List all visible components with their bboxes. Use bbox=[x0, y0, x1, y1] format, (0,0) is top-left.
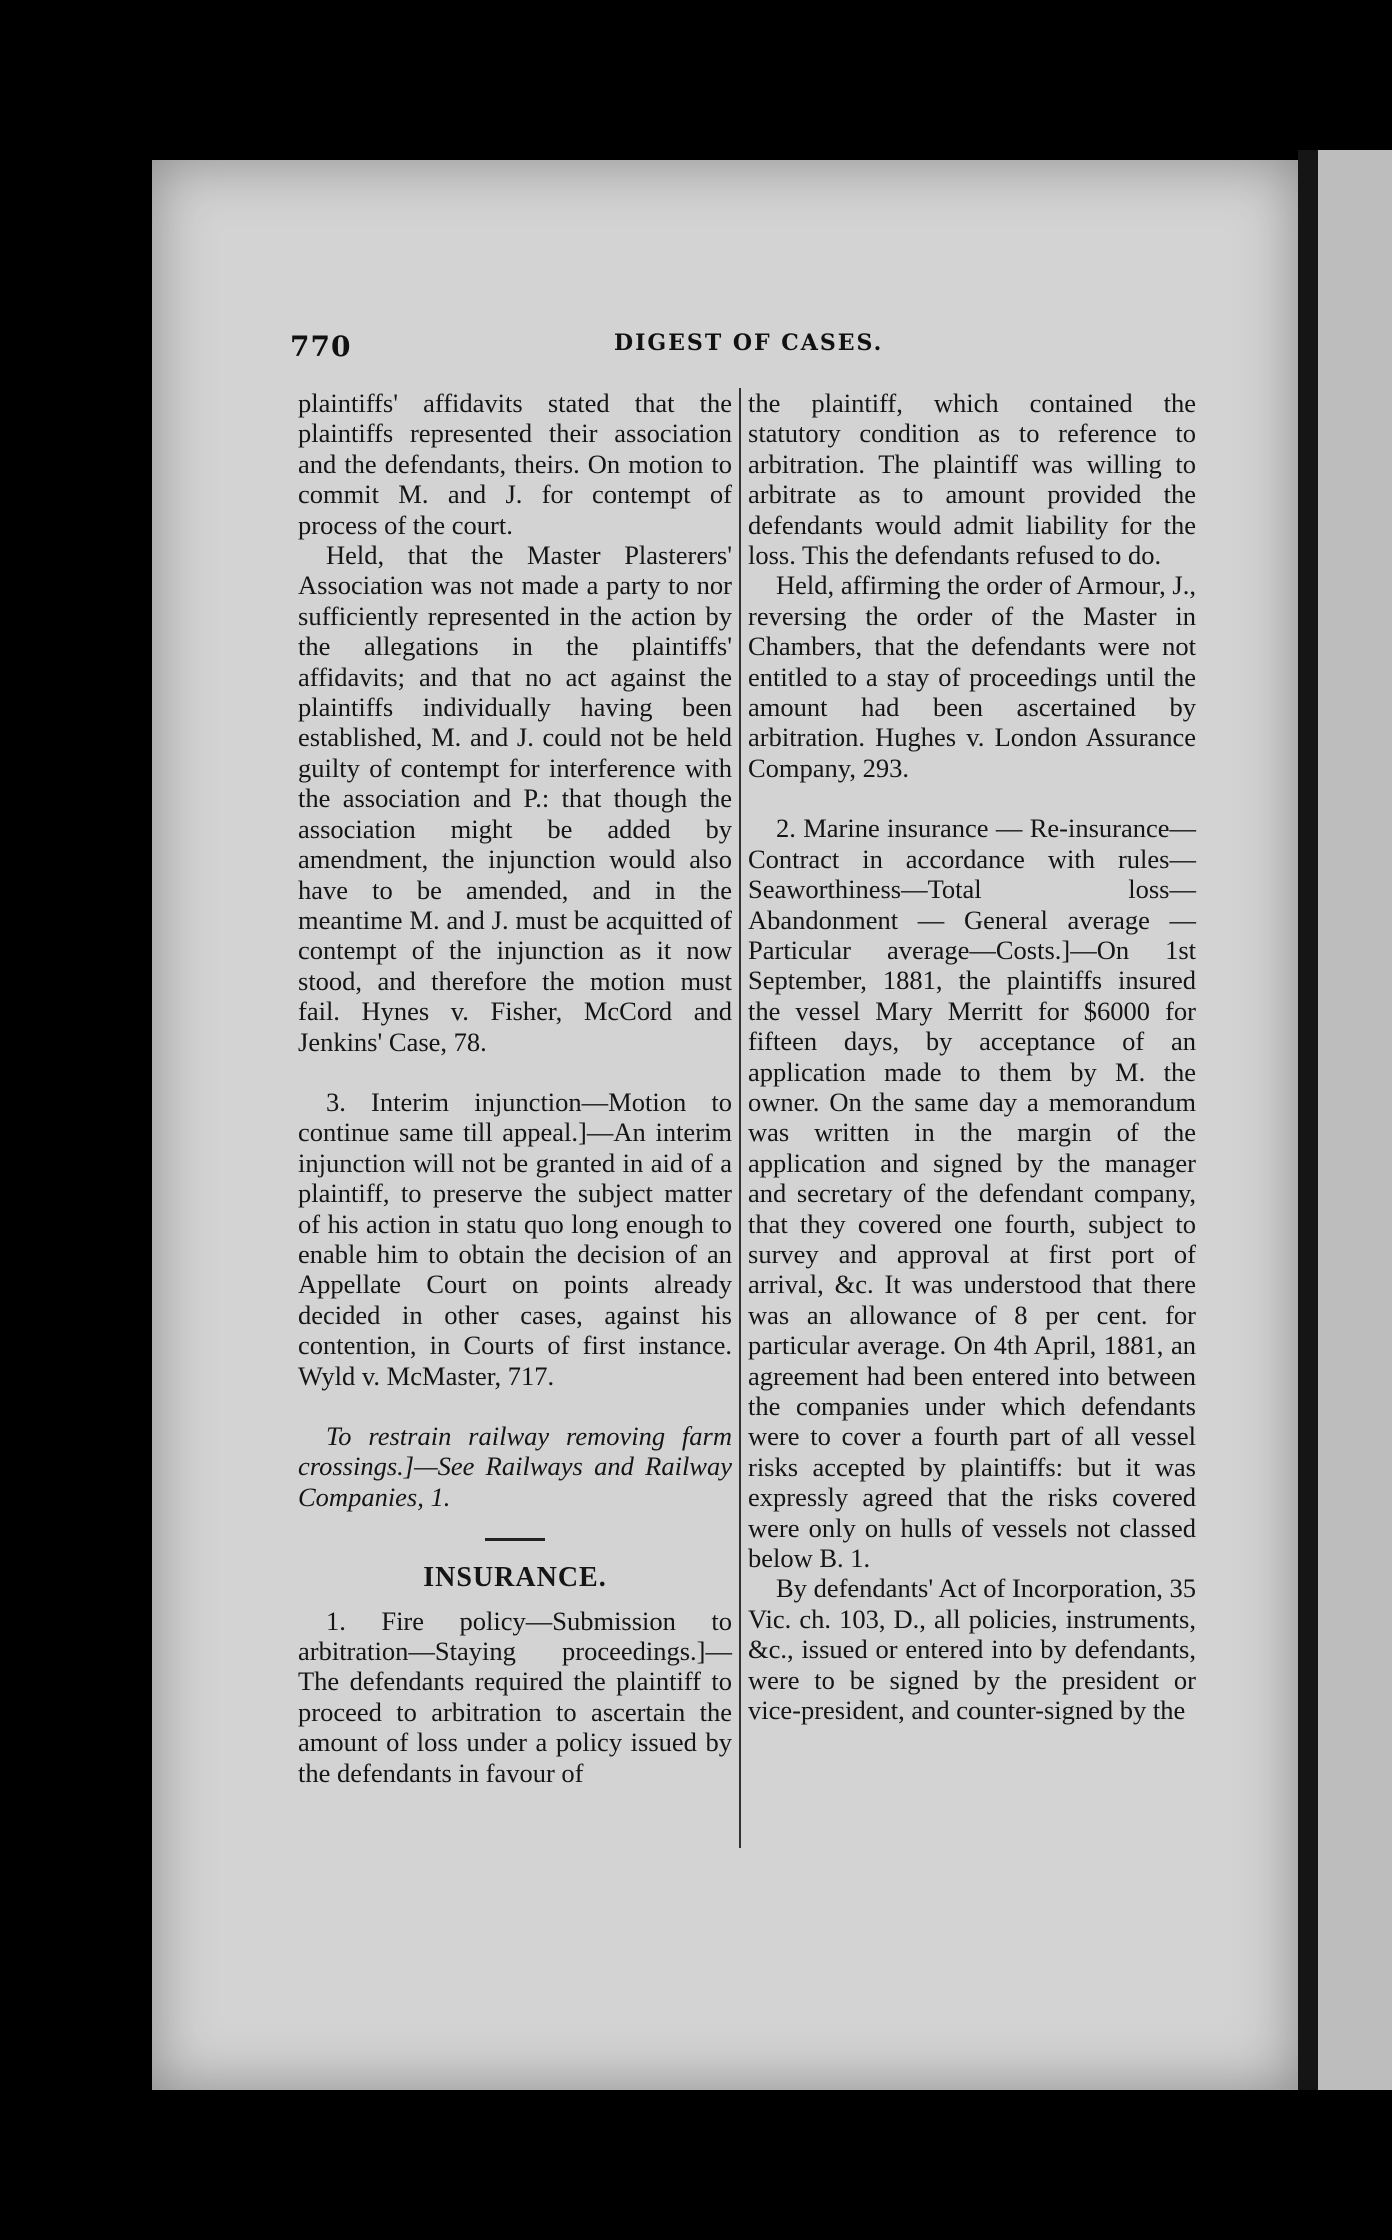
left-paragraph-4: To restrain railway removing farm crossings.]—See Railways and Railway Companies, 1. bbox=[298, 1421, 732, 1512]
right-paragraph-1: the plaintiff, which contained the statutory condition as to reference to arbitration. The plaintiff was willing to arbitrate as to amount provided the defendants would admit liability for the loss. This the defendants refused to do. bbox=[748, 388, 1196, 571]
right-paragraph-2: Held, affirming the order of Armour, J., reversing the order of the Master in Chambers, that the defendants were not entitled to a stay of proceedings until the amount had been ascertained by arbitration. Hughes v. London Assurance Company, 293. bbox=[748, 570, 1196, 783]
left-column bbox=[298, 388, 732, 1788]
left-paragraph-3: 3. Interim injunction—Motion to continue same till appeal.]—An interim injunction will not be granted in aid of a plaintiff, to preserve the subject matter of his action in statu quo long enough to enable him to obtain the decision of an Appellate Court on points already decided in other cases, against his contention, in Courts of first instance. Wyld v. McMaster, 717. bbox=[298, 1086, 732, 1391]
adjacent-page-edge bbox=[1318, 150, 1392, 2090]
left-paragraph-5: 1. Fire policy—Submission to arbitration—Staying proceedings.]—The defendants required the plaintiff to proceed to arbitration to ascertain the amount of loss under a policy issued by the defendants in favour of bbox=[298, 1605, 732, 1788]
right-paragraph-4: By defendants' Act of Incorporation, 35 Vic. ch. 103, D., all policies, instruments, &c., issued or entered into by defendants, were to be signed by the president or vice-president, and counter-signed by the bbox=[748, 1573, 1196, 1726]
left-paragraph-2: Held, that the Master Plasterers' Association was not made a party to nor sufficiently represented in the action by the allegations in the plaintiffs' affidavits; and that no act against the plaintiffs individually having been established, M. and J. could not be held guilty of contempt for interference with the association and P.: that though the association might be added by amendment, the injunction would also have to be amended, and in the meantime M. and J. must be acquitted of contempt of the injunction as it now stood, and therefore the motion must fail. Hynes v. Fisher, McCord and Jenkins' Case, 78. bbox=[298, 540, 732, 1057]
section-heading: INSURANCE. bbox=[423, 1562, 607, 1594]
right-paragraph-3: 2. Marine insurance — Re-insurance—Contract in accordance with rules—Seaworthiness—Total loss—Abandonment — General average — Particular average—Costs.]—On 1st September, 1881, the plaintiffs insured the vessel Mary Merritt for $6000 for fifteen days, by acceptance of an application made to them by M. the owner. On the same day a memorandum was written in the margin of the application and signed by the manager and secretary of the defendant company, that they covered one fourth, subject to survey and approval at first port of arrival, &c. It was understood that there was an allowance of 8 per cent. for particular average. On 4th April, 1881, an agreement had been entered into between the companies under which defendants were to cover a fourth part of all vessel risks accepted by plaintiffs: but it was expressly agreed that the risks covered were only on hulls of vessels not classed below B. 1. bbox=[748, 813, 1196, 1574]
page-number: 770 bbox=[290, 330, 352, 363]
running-title: DIGEST OF CASES. bbox=[614, 330, 884, 356]
left-paragraph-1: plaintiffs' affidavits stated that the plaintiffs represented their association and the defendants, theirs. On motion to commit M. and J. for contempt of process of the court. bbox=[298, 388, 732, 540]
section-rule bbox=[485, 1538, 545, 1541]
column-divider bbox=[739, 388, 741, 1848]
page-gutter-shadow bbox=[1298, 150, 1318, 2090]
right-column bbox=[748, 388, 1196, 1725]
